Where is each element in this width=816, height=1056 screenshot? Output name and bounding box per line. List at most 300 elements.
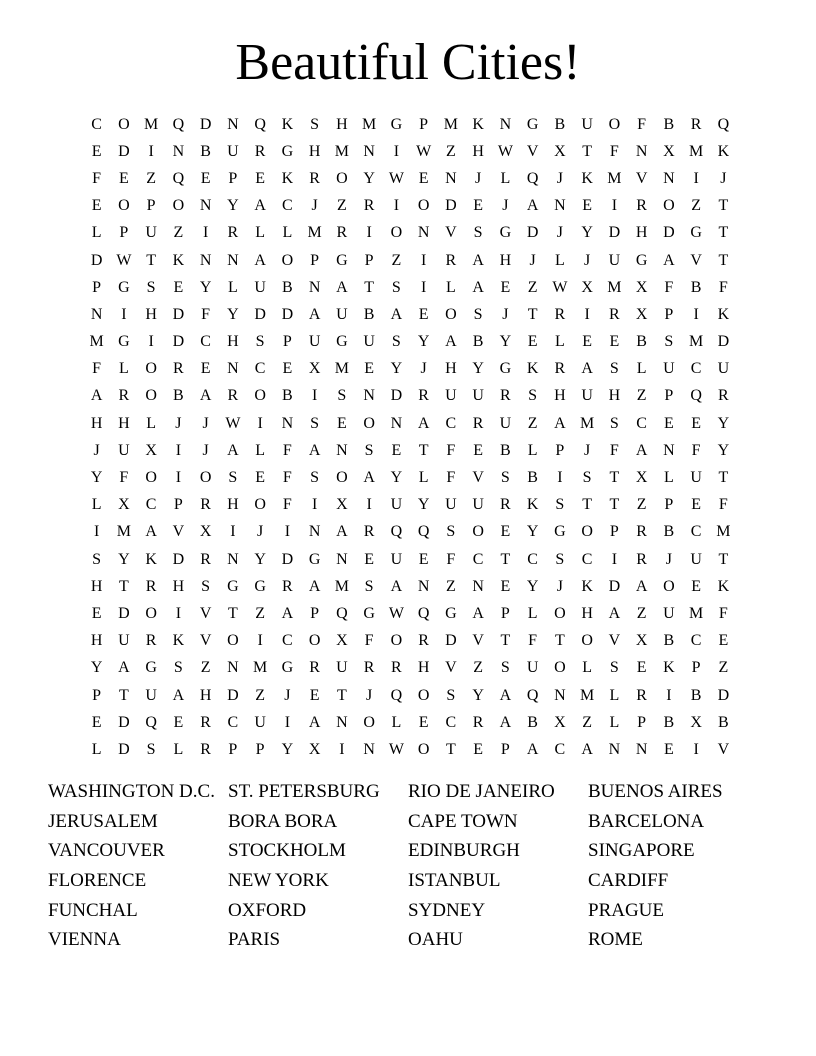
grid-letter: Q <box>417 523 430 541</box>
grid-letter: R <box>718 387 729 405</box>
grid-letter: H <box>172 577 185 595</box>
grid-letter: I <box>693 305 699 323</box>
grid-letter: N <box>499 115 512 133</box>
grid-letter: S <box>364 441 374 459</box>
grid-letter: M <box>307 224 322 242</box>
grid-letter: U <box>581 115 593 133</box>
grid-letter: O <box>199 469 212 487</box>
grid-letter: N <box>390 414 403 432</box>
grid-letter: G <box>554 523 566 541</box>
grid-letter: R <box>609 305 620 323</box>
grid-letter: I <box>666 686 672 704</box>
grid-letter: A <box>145 523 157 541</box>
grid-letter: R <box>636 197 647 215</box>
grid-letter: Z <box>200 659 211 677</box>
grid-letter: J <box>502 197 509 215</box>
grid-letter: G <box>363 604 375 622</box>
grid-letter: L <box>418 469 429 487</box>
grid-letter: F <box>691 441 701 459</box>
grid-letter: K <box>663 659 675 677</box>
grid-letter: A <box>581 740 593 758</box>
grid-letter: L <box>255 224 266 242</box>
grid-letter: Z <box>636 604 647 622</box>
grid-letter: A <box>308 305 321 323</box>
grid-letter: N <box>635 142 648 160</box>
grid-letter: T <box>500 550 511 568</box>
grid-letter: L <box>500 169 511 187</box>
grid-letter: U <box>145 224 157 242</box>
grid-letter: Q <box>690 387 702 405</box>
grid-letter: F <box>92 169 102 187</box>
grid-letter: M <box>607 169 622 187</box>
grid-letter: R <box>254 142 266 160</box>
grid-letter: G <box>336 333 348 351</box>
grid-letter: D <box>118 604 130 622</box>
grid-letter: R <box>554 360 566 378</box>
grid-letter: E <box>691 414 702 432</box>
grid-letter: N <box>663 169 675 187</box>
grid-letter: V <box>608 632 621 650</box>
grid-letter: Z <box>636 496 647 514</box>
grid-letter: Y <box>90 469 103 487</box>
grid-letter: Q <box>172 169 185 187</box>
grid-letter: U <box>472 496 484 514</box>
grid-letter: U <box>390 550 403 568</box>
grid-letter: X <box>308 740 321 758</box>
grid-letter: K <box>281 115 294 133</box>
grid-letter: A <box>308 713 321 731</box>
grid-letter: D <box>199 115 212 133</box>
grid-letter: G <box>499 360 512 378</box>
grid-letter: J <box>665 550 672 568</box>
grid-letter: E <box>255 469 266 487</box>
grid-letter: A <box>554 414 566 432</box>
grid-letter: Y <box>417 496 430 514</box>
grid-letter: A <box>118 659 130 677</box>
grid-letter: D <box>281 550 294 568</box>
grid-letter: O <box>417 197 430 215</box>
grid-letter: N <box>199 251 212 269</box>
grid-letter: S <box>173 659 183 677</box>
grid-letter: W <box>388 604 404 622</box>
grid-letter: H <box>417 659 430 677</box>
grid-letter: M <box>607 278 622 296</box>
grid-letter: N <box>554 197 566 215</box>
grid-letter: E <box>500 577 511 595</box>
grid-letter: L <box>91 740 102 758</box>
grid-letter: C <box>445 414 457 432</box>
grid-letter: Y <box>363 169 375 187</box>
grid-letter: H <box>118 414 130 432</box>
grid-letter: N <box>90 305 103 323</box>
grid-letter: Y <box>118 550 130 568</box>
grid-letter: M <box>362 115 377 133</box>
grid-letter: I <box>557 469 563 487</box>
word-list-item: SINGAPORE <box>588 840 695 862</box>
grid-letter: O <box>336 169 348 187</box>
grid-letter: P <box>419 115 429 133</box>
grid-letter: Y <box>472 360 484 378</box>
grid-letter: C <box>282 197 293 215</box>
grid-letter: E <box>91 197 102 215</box>
grid-letter: E <box>118 169 129 187</box>
grid-letter: Y <box>499 333 512 351</box>
grid-letter: F <box>282 441 292 459</box>
grid-letter: G <box>281 659 294 677</box>
grid-letter: U <box>254 278 266 296</box>
grid-letter: F <box>446 550 456 568</box>
grid-letter: M <box>253 659 268 677</box>
grid-letter: B <box>282 278 293 296</box>
grid-letter: A <box>227 441 239 459</box>
grid-letter: D <box>608 224 621 242</box>
grid-letter: Z <box>391 251 402 269</box>
grid-letter: N <box>635 740 648 758</box>
grid-letter: P <box>664 387 674 405</box>
grid-letter: S <box>310 469 320 487</box>
grid-letter: B <box>663 115 675 133</box>
grid-letter: E <box>336 414 347 432</box>
word-list-item: BARCELONA <box>588 810 705 832</box>
grid-letter: U <box>336 305 348 323</box>
grid-letter: S <box>500 469 510 487</box>
grid-letter: L <box>554 333 565 351</box>
grid-letter: R <box>363 659 375 677</box>
grid-letter: S <box>528 387 538 405</box>
grid-letter: M <box>689 604 704 622</box>
grid-letter: O <box>118 115 130 133</box>
grid-letter: D <box>118 740 130 758</box>
grid-letter: I <box>366 496 372 514</box>
grid-letter: C <box>554 740 566 758</box>
grid-letter: Y <box>717 441 730 459</box>
grid-letter: A <box>663 251 675 269</box>
grid-letter: F <box>718 496 728 514</box>
grid-letter: G <box>526 115 539 133</box>
grid-letter: E <box>200 360 211 378</box>
grid-letter: N <box>363 740 375 758</box>
grid-letter: U <box>690 469 702 487</box>
grid-letter: W <box>497 142 513 160</box>
grid-letter: N <box>281 414 294 432</box>
grid-letter: I <box>175 441 182 459</box>
grid-letter: N <box>227 115 239 133</box>
grid-letter: C <box>200 333 211 351</box>
grid-letter: T <box>554 632 565 650</box>
grid-letter: R <box>118 387 130 405</box>
grid-letter: J <box>584 441 591 459</box>
grid-letter: Q <box>526 169 539 187</box>
grid-letter: D <box>172 333 185 351</box>
grid-letter: H <box>308 142 321 160</box>
grid-letter: Q <box>526 686 539 704</box>
grid-letter: L <box>582 659 593 677</box>
grid-letter: T <box>500 632 511 650</box>
grid-letter: R <box>363 197 375 215</box>
word-list-item: FLORENCE <box>48 870 147 892</box>
grid-letter: D <box>717 686 730 704</box>
grid-letter: O <box>390 224 403 242</box>
grid-letter: R <box>227 224 239 242</box>
grid-letter: P <box>664 496 674 514</box>
grid-letter: E <box>173 713 184 731</box>
grid-letter: I <box>420 251 427 269</box>
grid-letter: O <box>145 360 157 378</box>
grid-letter: T <box>582 142 593 160</box>
grid-letter: N <box>199 197 212 215</box>
grid-letter: C <box>91 115 102 133</box>
grid-letter: F <box>282 496 292 514</box>
word-list-item: CAPE TOWN <box>408 810 518 832</box>
grid-letter: J <box>502 305 509 323</box>
grid-letter: S <box>310 115 320 133</box>
grid-letter: W <box>552 278 568 296</box>
grid-letter: P <box>555 441 565 459</box>
grid-letter: R <box>282 577 293 595</box>
grid-letter: T <box>609 469 620 487</box>
grid-letter: N <box>227 360 239 378</box>
grid-letter: X <box>554 713 566 731</box>
grid-letter: L <box>554 251 565 269</box>
grid-letter: A <box>635 441 648 459</box>
grid-letter: K <box>581 169 593 187</box>
grid-letter: V <box>526 142 539 160</box>
grid-letter: L <box>527 604 538 622</box>
grid-letter: E <box>582 333 593 351</box>
grid-letter: E <box>473 441 484 459</box>
grid-letter: T <box>118 686 129 704</box>
grid-letter: R <box>145 632 157 650</box>
grid-letter: T <box>418 441 429 459</box>
grid-letter: Z <box>473 659 484 677</box>
grid-letter: U <box>445 387 457 405</box>
grid-letter: A <box>254 197 266 215</box>
grid-letter: A <box>199 387 212 405</box>
grid-letter: E <box>663 740 674 758</box>
word-list-item: VIENNA <box>48 929 121 951</box>
grid-letter: D <box>281 305 294 323</box>
grid-letter: A <box>90 387 103 405</box>
grid-letter: G <box>690 224 702 242</box>
grid-letter: H <box>336 115 348 133</box>
grid-letter: Q <box>145 713 157 731</box>
grid-letter: Q <box>336 604 348 622</box>
grid-letter: A <box>608 604 621 622</box>
grid-letter: O <box>145 469 157 487</box>
grid-letter: I <box>175 469 182 487</box>
grid-letter: H <box>554 387 566 405</box>
grid-letter: Y <box>717 414 730 432</box>
grid-letter: B <box>500 441 511 459</box>
grid-letter: Y <box>227 305 239 323</box>
grid-letter: H <box>635 224 648 242</box>
grid-letter: G <box>635 251 648 269</box>
grid-letter: F <box>201 305 211 323</box>
grid-letter: Q <box>717 115 730 133</box>
grid-letter: B <box>663 523 675 541</box>
word-list-item: OAHU <box>408 929 463 951</box>
grid-letter: A <box>472 604 484 622</box>
grid-letter: D <box>90 251 103 269</box>
grid-letter: O <box>336 469 348 487</box>
grid-letter: C <box>581 550 593 568</box>
grid-letter: J <box>202 414 209 432</box>
grid-letter: C <box>254 360 266 378</box>
grid-letter: O <box>417 686 430 704</box>
grid-letter: F <box>528 632 538 650</box>
grid-letter: U <box>118 441 130 459</box>
grid-letter: Z <box>527 414 538 432</box>
grid-letter: I <box>393 142 400 160</box>
grid-letter: P <box>500 740 510 758</box>
grid-letter: K <box>526 360 539 378</box>
grid-letter: D <box>663 224 675 242</box>
grid-letter: S <box>473 224 483 242</box>
word-list-item: ST. PETERSBURG <box>228 781 380 802</box>
grid-letter: U <box>254 713 266 731</box>
grid-letter: U <box>227 142 239 160</box>
grid-letter: Q <box>172 115 185 133</box>
grid-letter: U <box>118 632 130 650</box>
grid-letter: A <box>526 740 539 758</box>
grid-letter: Y <box>390 360 403 378</box>
grid-letter: H <box>227 333 239 351</box>
grid-letter: E <box>391 441 402 459</box>
grid-letter: P <box>119 224 129 242</box>
word-list-item: PARIS <box>228 929 281 951</box>
grid-letter: G <box>390 115 403 133</box>
grid-letter: M <box>334 577 349 595</box>
grid-letter: R <box>445 251 457 269</box>
grid-letter: X <box>336 632 348 650</box>
grid-letter: X <box>690 713 702 731</box>
grid-letter: B <box>663 713 675 731</box>
grid-letter: E <box>718 632 729 650</box>
grid-letter: A <box>472 251 484 269</box>
grid-letter: E <box>636 659 647 677</box>
grid-letter: G <box>445 604 457 622</box>
grid-letter: Z <box>445 142 456 160</box>
grid-letter: O <box>472 523 484 541</box>
grid-letter: L <box>91 224 102 242</box>
grid-letter: X <box>635 305 648 323</box>
grid-letter: G <box>281 142 294 160</box>
grid-letter: D <box>118 142 130 160</box>
grid-letter: N <box>227 251 239 269</box>
word-list-item: EDINBURGH <box>408 840 520 862</box>
grid-letter: Q <box>254 115 266 133</box>
grid-letter: S <box>664 333 674 351</box>
grid-letter: A <box>581 360 593 378</box>
grid-letter: Y <box>281 740 294 758</box>
grid-letter: B <box>472 333 484 351</box>
grid-letter: N <box>227 659 239 677</box>
grid-letter: C <box>690 632 702 650</box>
grid-letter: R <box>200 550 211 568</box>
grid-letter: M <box>580 414 595 432</box>
grid-letter: J <box>202 441 209 459</box>
grid-letter: I <box>311 496 318 514</box>
grid-letter: E <box>473 740 484 758</box>
grid-letter: V <box>717 740 730 758</box>
grid-letter: K <box>472 115 484 133</box>
grid-letter: J <box>420 360 427 378</box>
grid-letter: O <box>363 414 375 432</box>
grid-letter: V <box>472 469 484 487</box>
grid-letter: G <box>499 224 512 242</box>
grid-letter: S <box>391 333 401 351</box>
word-list-item: STOCKHOLM <box>228 840 346 862</box>
grid-letter: M <box>116 523 131 541</box>
grid-letter: B <box>718 713 729 731</box>
grid-letter: P <box>146 197 156 215</box>
grid-letter: X <box>635 278 648 296</box>
grid-letter: J <box>284 686 291 704</box>
grid-letter: R <box>472 414 484 432</box>
grid-letter: U <box>663 360 675 378</box>
grid-letter: Y <box>417 333 430 351</box>
grid-letter: B <box>200 142 211 160</box>
grid-letter: A <box>472 278 484 296</box>
grid-letter: D <box>227 686 239 704</box>
grid-letter: N <box>336 550 348 568</box>
grid-letter: A <box>390 305 403 323</box>
grid-letter: V <box>690 251 702 269</box>
grid-letter: N <box>363 387 375 405</box>
grid-letter: R <box>554 305 566 323</box>
grid-letter: S <box>146 740 156 758</box>
grid-letter: F <box>446 441 456 459</box>
grid-letter: L <box>282 224 293 242</box>
grid-letter: U <box>717 360 730 378</box>
word-list-item: BUENOS AIRES <box>588 781 723 802</box>
word-list-item: FUNCHAL <box>48 899 138 921</box>
grid-letter: I <box>284 523 291 541</box>
grid-letter: G <box>145 659 157 677</box>
grid-letter: F <box>718 278 728 296</box>
grid-letter: I <box>121 305 127 323</box>
grid-letter: H <box>227 496 239 514</box>
grid-letter: Q <box>390 686 403 704</box>
grid-letter: P <box>228 740 238 758</box>
grid-letter: S <box>364 577 374 595</box>
grid-letter: N <box>308 523 321 541</box>
grid-letter: V <box>445 659 457 677</box>
grid-letter: E <box>582 197 593 215</box>
grid-letter: R <box>173 360 184 378</box>
grid-letter: F <box>637 115 647 133</box>
grid-letter: N <box>363 142 375 160</box>
grid-letter: M <box>689 142 704 160</box>
grid-letter: Y <box>199 278 212 296</box>
grid-letter: X <box>145 441 157 459</box>
grid-letter: T <box>718 197 729 215</box>
grid-letter: S <box>500 659 510 677</box>
grid-letter: Z <box>636 387 647 405</box>
grid-letter: E <box>609 333 620 351</box>
grid-letter: M <box>334 360 349 378</box>
word-list-item: RIO DE JANEIRO <box>408 781 555 802</box>
grid-letter: I <box>230 523 236 541</box>
grid-letter: Z <box>255 604 266 622</box>
grid-letter: N <box>417 224 430 242</box>
grid-letter: E <box>364 550 375 568</box>
grid-letter: N <box>227 550 239 568</box>
grid-letter: Y <box>254 550 266 568</box>
grid-letter: S <box>582 469 592 487</box>
grid-letter: B <box>554 115 566 133</box>
grid-letter: I <box>393 197 400 215</box>
